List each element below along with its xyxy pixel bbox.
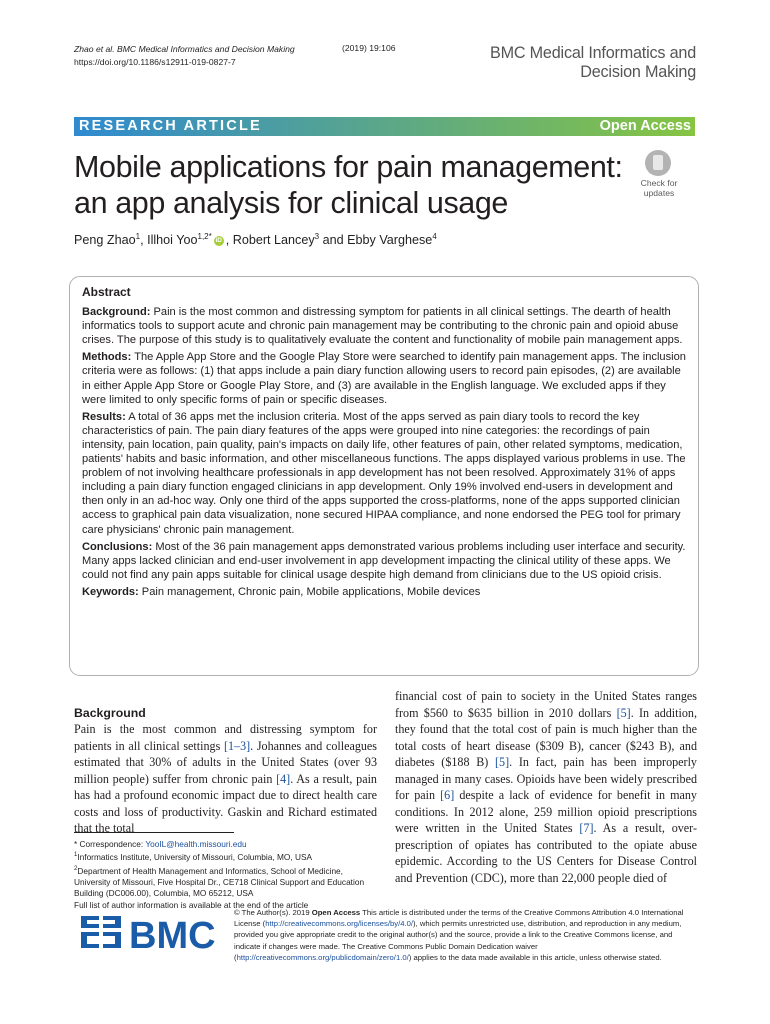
journal-name-line1: BMC Medical Informatics and — [489, 44, 696, 62]
body-text: . As a result, over-prescription of opiates has contributed to the opiate abuse epidemic. According to the US Centers for Disease Control and Prevention (CDC), more than 22,000 people died of — [395, 821, 697, 885]
check-updates-line1: Check for — [640, 178, 678, 188]
section-label: Conclusions: — [82, 540, 153, 553]
section-label: Background: — [82, 306, 151, 319]
bmc-logo-mark — [81, 916, 121, 948]
body-text: despite a lack of evidence for benefit in many conditions. In 2012 alone, 259 million opioid prescriptions were written in the United States — [395, 788, 697, 835]
author-name: , Robert Lancey — [225, 233, 315, 248]
affiliation-sup: 1,2* — [197, 232, 212, 241]
title-line-2: an app analysis for clinical usage — [74, 186, 508, 220]
affiliation-text: Department of Health Management and Informatics, School of Medicine, University of Missouri, Five Hospital Dr., CE718 Clinical Support and Education Building (DC006.00), Columbia, MO 65212, USA — [74, 865, 365, 899]
title-line-1: Mobile applications for pain management: — [74, 150, 623, 184]
body-text: . In fact, pain has been improperly managed in many cases. Opioids have been widely prescribed for pain — [395, 755, 697, 802]
affiliation-2 — [74, 864, 379, 900]
author-list — [74, 232, 437, 247]
license-text: ), which permits unrestricted use, distribution, and reproduction in any medium, provided you give appropriate credit to the original author(s) and the source, provide a link to the Creative Commons license, and indicate if changes were made. The Creative Commons Public Domain Dedication waiver ( — [234, 919, 682, 962]
affiliation-1 — [74, 850, 379, 863]
abstract-box — [69, 276, 699, 676]
article-type-banner — [74, 117, 695, 136]
affiliation-sup: 2 — [74, 865, 78, 872]
section-text: Pain is the most common and distressing symptom for patients in all clinical settings. The dearth of health informatics tools to support acute and chronic pain management may be contributing to the chronic pain and opioid abuse crises. The purpose of this study is to qualitatively evaluate the content and functionality of mobile pain management apps. — [82, 306, 683, 347]
affiliation-sup: 4 — [432, 232, 437, 241]
author-name: , Illhoi Yoo — [140, 233, 198, 248]
article-title — [74, 149, 623, 221]
citation-link[interactable]: [5] — [616, 705, 631, 720]
running-header — [74, 43, 295, 68]
footnote-divider — [74, 832, 234, 833]
body-text: . In addition, they found that the total cost of pain is much higher than the total costs of heart disease ($309 B), cancer ($243 B), and diabetes ($188 B) — [395, 705, 697, 769]
section-label: Methods: — [82, 351, 132, 364]
body-text: financial cost of pain to society in the United States ranges from $560 to $635 billion in 2010 dollars — [395, 689, 697, 720]
citation-link[interactable]: [4] — [276, 771, 291, 786]
abstract-methods — [82, 350, 688, 406]
license-text: © The Author(s). 2019 — [234, 908, 312, 917]
section-text: Pain management, Chronic pain, Mobile applications, Mobile devices — [138, 585, 481, 598]
author-name: Peng Zhao — [74, 233, 136, 248]
check-updates-line2: updates — [643, 187, 675, 198]
body-text: . As a result, pain has had a profound economic impact due to direct health care costs and loss of productivity. Gaskin and Richard estimated that the total — [74, 771, 377, 835]
citation-link[interactable]: [5] — [495, 755, 510, 769]
affiliation-text: Informatics Institute, University of Missouri, Columbia, MO, USA — [77, 852, 313, 863]
citation-link[interactable]: [1–3] — [223, 738, 251, 753]
bmc-logo-text: BMC — [129, 915, 216, 956]
section-heading: Background — [74, 706, 146, 720]
license-text: This article is distributed under the terms of the Creative Commons Attribution 4.0 International License ( — [234, 908, 684, 929]
author-info-note: Full list of author information is available at the end of the article — [74, 899, 309, 910]
footnotes — [74, 839, 379, 911]
abstract-results — [82, 410, 688, 537]
citation-link[interactable]: [6] — [440, 788, 455, 802]
body-paragraph — [74, 721, 377, 837]
cc-zero-link[interactable]: http://creativecommons.org/publicdomain/zero/1.0/ — [236, 952, 409, 962]
orcid-icon[interactable]: iD — [215, 236, 222, 244]
open-access-bold: Open Access — [311, 908, 361, 917]
cc-by-link[interactable]: http://creativecommons.org/licenses/by/4.0/ — [265, 919, 414, 929]
correspondence-email-link[interactable]: YooIL@health.missouri.edu — [145, 839, 247, 849]
open-access-label: Open Access — [599, 118, 691, 134]
license-text: ) applies to the data made available in this article, unless otherwise stated. — [408, 952, 662, 962]
section-label: Results: — [82, 410, 126, 423]
doi-link[interactable]: https://doi.org/10.1186/s12911-019-0827-7 — [74, 56, 236, 67]
abstract-keywords — [82, 585, 688, 599]
author-name: and Ebby Varghese — [319, 233, 433, 248]
body-right-column — [395, 688, 697, 886]
affiliation-sup: 1 — [74, 852, 78, 859]
citation-link[interactable]: [7] — [579, 821, 594, 835]
journal-name-line2: Decision Making — [580, 62, 696, 81]
correspondence-label: * Correspondence: — [74, 839, 146, 849]
citation-text: Zhao et al. BMC Medical Informatics and Decision Making — [74, 44, 295, 54]
section-text: A total of 36 apps met the inclusion criteria. Most of the apps served as pain diary tools to record the key characteristics of pain. The pain diary features of the apps were grouped into nine categories: the recordings of pain intensity, pain location, pain quality, pain's impacts on daily life, other features of pain, other related symptoms, medication, patients' habits and basic information, and other miscellaneous functions. The apps displayed various problems in use. The problem of not involving healthcare professionals in app development has not been resolved. Approximately 31% of apps including a pain diary function engaged clinicians in app development. Only 19% involved end-users in development and then only in an ad-hoc way. Only one third of the apps supported the cross-platforms, none of the apps supported clinician access to graphical pain data visualization, none secured HIPAA compliance, and none endorsed the PEG tool for primary care physicians' chronic pain management. — [82, 410, 686, 536]
volume-info: (2019) 19:106 — [342, 43, 396, 53]
check-for-updates-badge[interactable] — [625, 148, 693, 208]
section-text: Most of the 36 pain management apps demonstrated various problems including user interface and security. Many apps lacked clinician and end-user involvement in app development impacting the clinical utility of these apps. We could not find any pain apps suitable for clinical usage despite high demand from clinicians due to the US opioid crisis. — [82, 540, 686, 581]
correspondence-line — [74, 839, 379, 850]
abstract-heading: Abstract — [82, 285, 131, 299]
article-type-label: RESEARCH ARTICLE — [79, 118, 262, 134]
update-icon — [645, 150, 671, 176]
affiliation-sup: 3 — [314, 232, 320, 241]
body-paragraph — [395, 688, 697, 886]
license-statement — [234, 907, 696, 963]
affiliation-sup: 1 — [135, 232, 141, 241]
abstract-conclusions — [82, 540, 688, 582]
section-text: The Apple App Store and the Google Play Store were searched to identify pain management apps. The inclusion criteria were as follows: (1) that apps include a pain diary function allowing users to record pain episodes, (2) are available in either Apple App Store or Google Play Store, and (3) are available in the English language. We excluded apps if they were limited to only specific forms of pain or specific diseases. — [82, 351, 686, 406]
body-text: Pain is the most common and distressing symptom for patients in all clinical settings — [74, 722, 377, 753]
body-left-column — [74, 705, 377, 837]
abstract-background — [82, 305, 688, 347]
section-label: Keywords: — [82, 585, 139, 598]
journal-name — [490, 44, 696, 81]
body-text: . Johannes and colleagues estimated that 30% of adults in the United States (over 93 million people) suffer from chronic pain — [74, 738, 377, 786]
bmc-logo — [79, 910, 219, 956]
